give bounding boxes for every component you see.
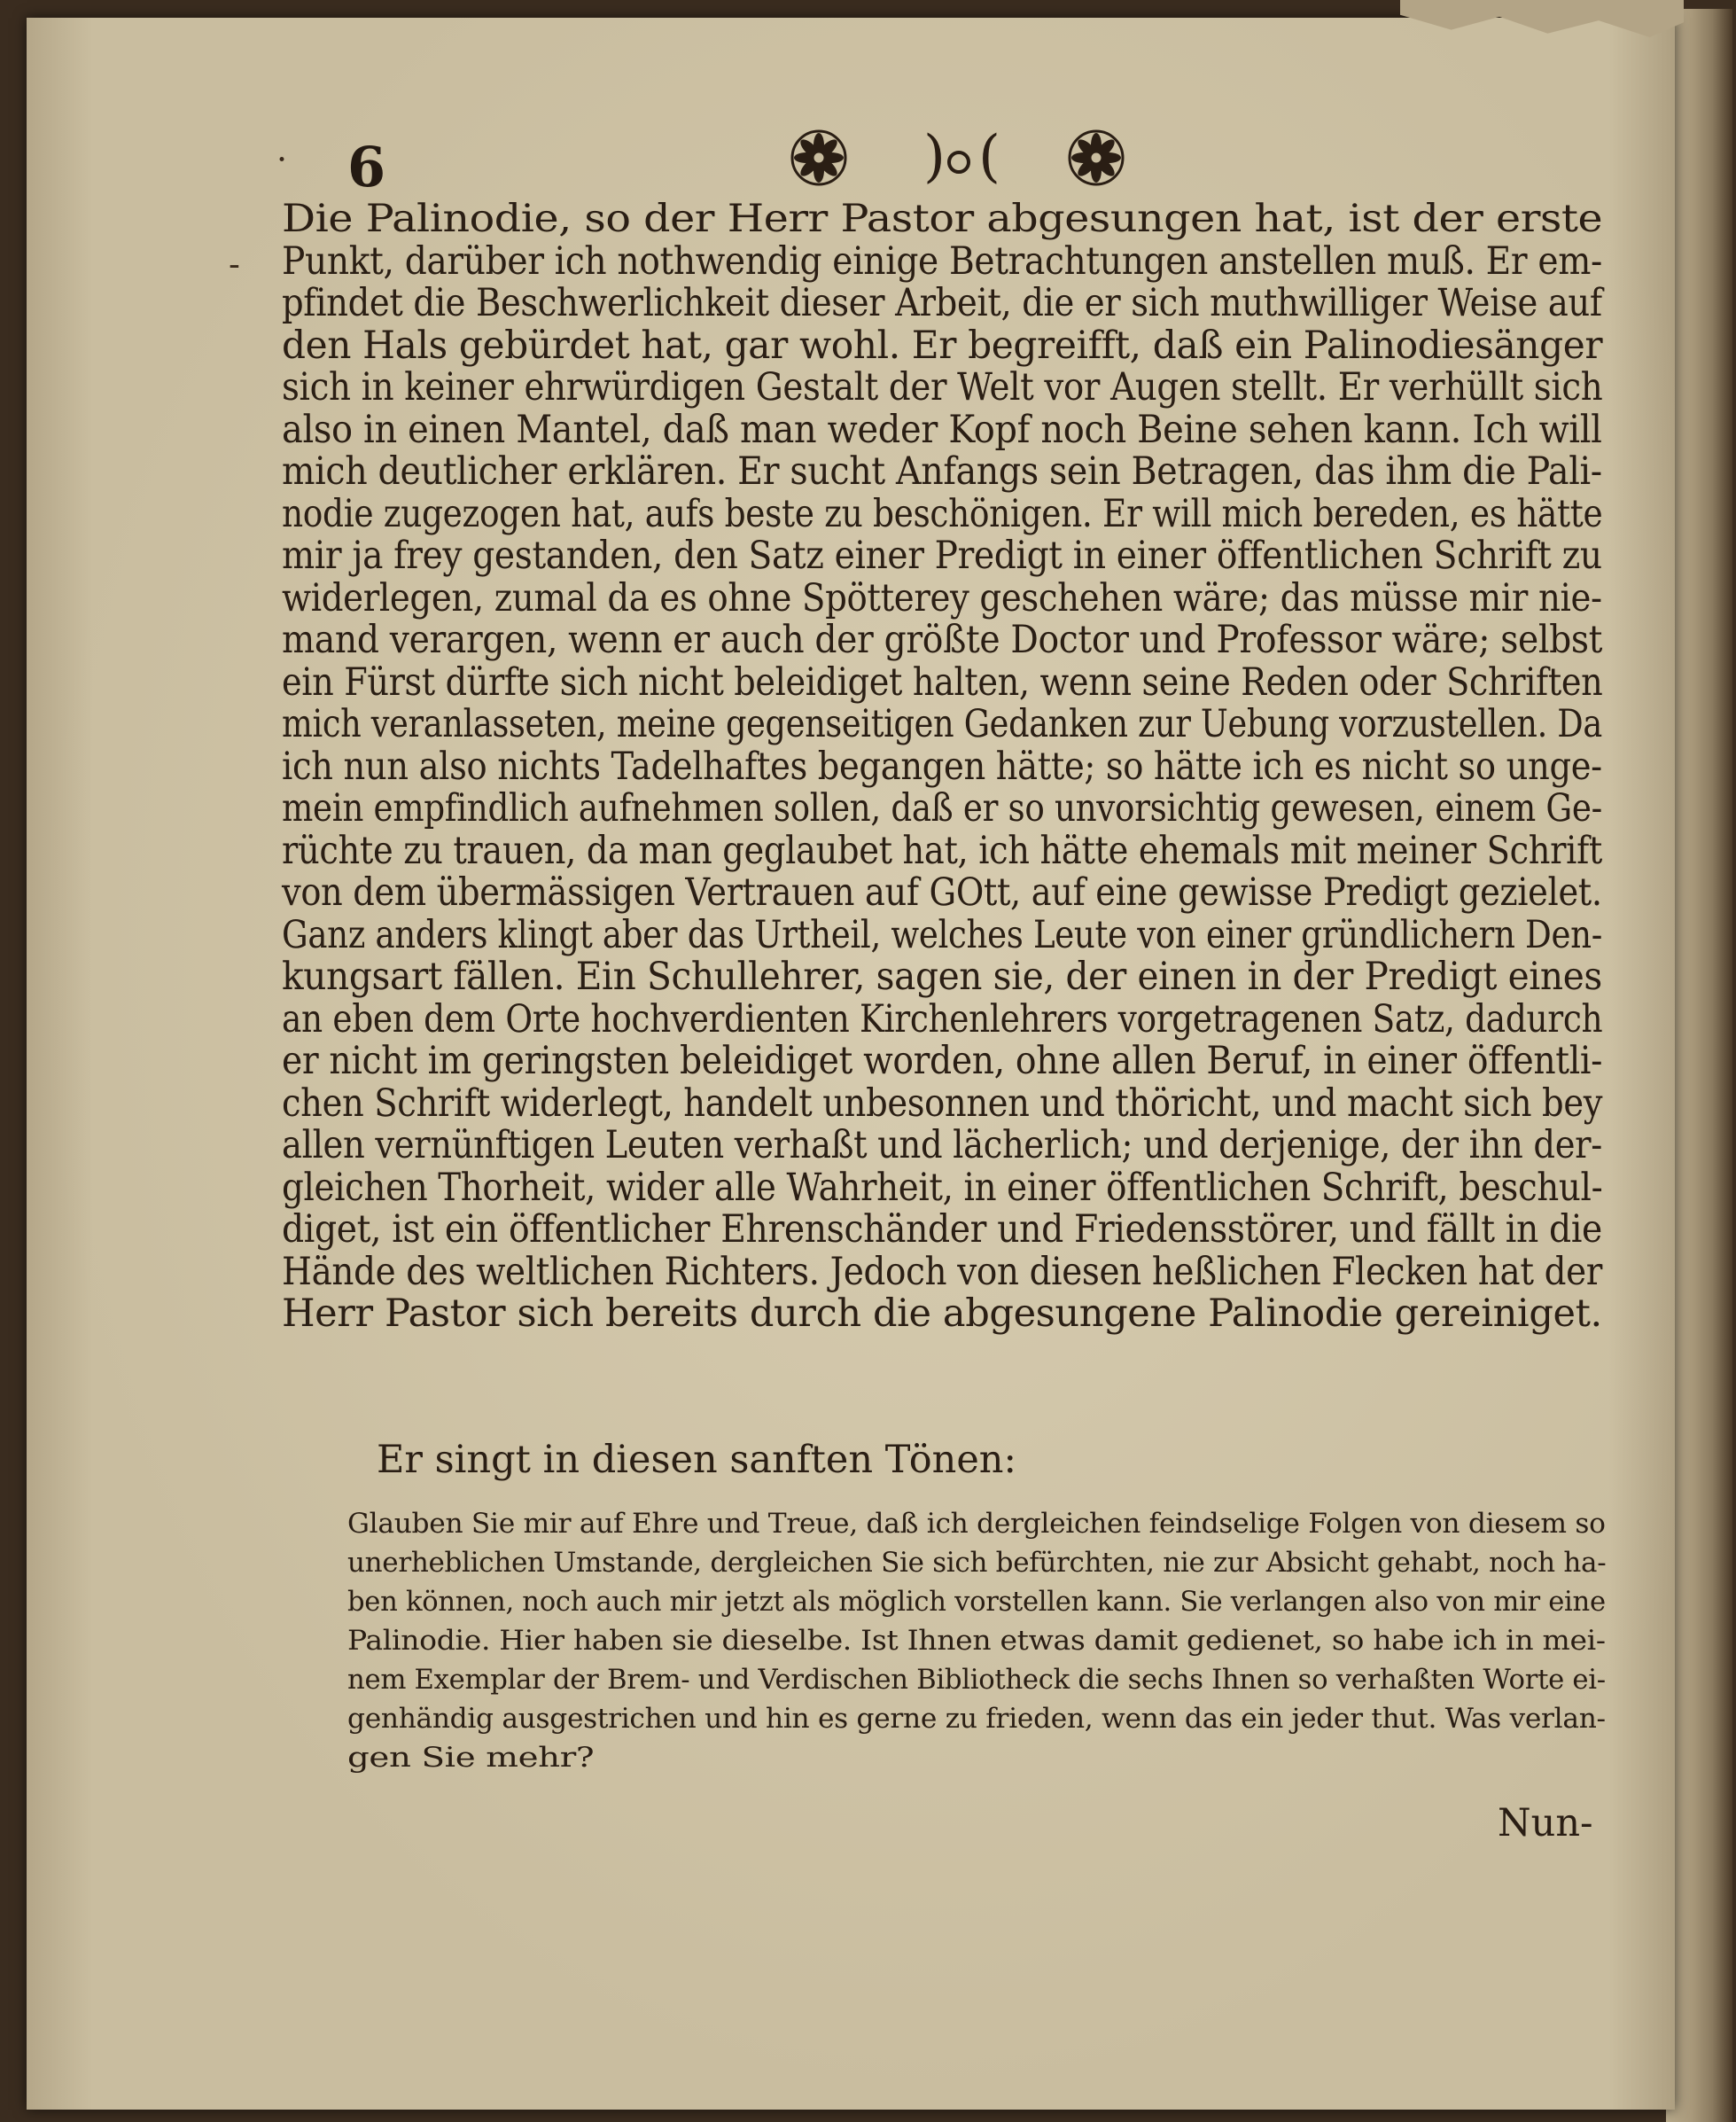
body-line: mich veranlasseten, meine gegenseitigen Gedanken zur Uebung vorzustellen. Da — [282, 702, 1602, 746]
body-line: Punkt, darüber ich nothwendig einige Betrachtungen anstellen muß. Er em- — [282, 238, 1602, 284]
body-paragraph — [282, 199, 1602, 1336]
ornament-bracket-left: ) — [923, 124, 946, 190]
rosette-icon-left — [792, 131, 845, 184]
page-number: 6 — [347, 135, 386, 199]
body-line: an eben dem Orte hochverdienten Kirchenlehrers vorgetragenen Satz, dadurch — [282, 996, 1603, 1041]
quote-line: genhändig ausgestrichen und hin es gerne zu frieden, wenn das ein jeder thut. Was verlan- — [347, 1703, 1606, 1735]
quote-intro: Er singt in diesen sanften Tönen: — [377, 1438, 1016, 1482]
rosette-icon-right — [1070, 131, 1123, 184]
quote-line: Palinodie. Hier haben sie dieselbe. Ist Ihnen etwas damit gedienet, so habe ich in mei- — [347, 1625, 1606, 1657]
ornament-circle — [949, 152, 969, 172]
page-edge — [1666, 9, 1732, 2122]
margin-dot: · — [276, 140, 288, 179]
body-line: pfindet die Beschwerlichkeit dieser Arbeit, die er sich muthwilliger Weise auf — [282, 281, 1602, 325]
body-line: von dem übermässigen Vertrauen auf GOtt, auf eine gewisse Predigt gezielet. — [282, 870, 1602, 915]
body-line: Die Palinodie, so der Herr Pastor abgesungen hat, ist der erste — [282, 197, 1603, 241]
ornament-bracket-right: ( — [978, 124, 1000, 190]
quote-line: Glauben Sie mir auf Ehre und Treue, daß ich dergleichen feindselige Folgen von diesem so — [347, 1508, 1606, 1540]
body-line: ich nun also nichts Tadelhaftes begangen hätte; so hätte ich es nicht so unge- — [282, 744, 1602, 789]
margin-dash: - — [229, 245, 240, 284]
header-ornament — [782, 122, 1136, 193]
body-line: widerlegen, zumal da es ohne Spötterey geschehen wäre; das müsse mir nie- — [282, 575, 1602, 620]
body-line: Ganz anders klingt aber das Urtheil, welches Leute von einer gründlichern Den- — [282, 912, 1602, 957]
catchword: Nun- — [1498, 1801, 1593, 1845]
quote-line: nem Exemplar der Brem- und Verdischen Bibliotheck die sechs Ihnen so verhaßten Worte ei- — [347, 1664, 1606, 1696]
body-line: gleichen Thorheit, wider alle Wahrheit, in einer öffentlichen Schrift, beschul- — [282, 1165, 1603, 1210]
body-line: diget, ist ein öffentlicher Ehrenschänder und Friedensstörer, und fällt in die — [282, 1207, 1602, 1252]
body-line: er nicht im geringsten beleidiget worden, ohne allen Beruf, in einer öffentli- — [282, 1039, 1603, 1083]
body-line: chen Schrift widerlegt, handelt unbesonnen und thöricht, und macht sich bey — [282, 1081, 1603, 1126]
body-line: sich in keiner ehrwürdigen Gestalt der Welt vor Augen stellt. Er verhüllt sich — [282, 365, 1603, 410]
quoted-passage — [347, 1504, 1606, 1777]
body-line: mir ja frey gestanden, den Satz einer Predigt in einer öffentlichen Schrift zu — [282, 534, 1602, 578]
quote-line: ben können, noch auch mir jetzt als möglich vorstellen kann. Sie verlangen also von mir eine — [347, 1586, 1606, 1618]
body-line: kungsart fällen. Ein Schullehrer, sagen sie, der einen in der Predigt eines — [282, 955, 1602, 999]
body-line: mein empfindlich aufnehmen sollen, daß er so unvorsichtig gewesen, einem Ge- — [282, 786, 1602, 831]
quote-line: gen Sie mehr? — [347, 1742, 595, 1774]
body-line: Hände des weltlichen Richters. Jedoch von diesen heßlichen Flecken hat der — [282, 1249, 1603, 1294]
body-line: also in einen Mantel, daß man weder Kopf noch Beine sehen kann. Ich will — [282, 407, 1602, 452]
body-line: Herr Pastor sich bereits durch die abgesungene Palinodie gereiniget. — [282, 1291, 1602, 1336]
body-line: rüchte zu trauen, da man geglaubet hat, ich hätte ehemals mit meiner Schrift — [282, 828, 1603, 873]
body-line: mich deutlicher erklären. Er sucht Anfangs sein Betragen, das ihm die Pali- — [282, 449, 1602, 494]
body-line: allen vernünftigen Leuten verhaßt und lächerlich; und derjenige, der ihn der- — [282, 1123, 1602, 1167]
body-line: ein Fürst dürfte sich nicht beleidiget halten, wenn seine Reden oder Schriften — [282, 659, 1603, 705]
body-line: mand verargen, wenn er auch der größte Doctor und Professor wäre; selbst — [282, 618, 1603, 662]
quote-line: unerheblichen Umstande, dergleichen Sie sich befürchten, nie zur Absicht gehabt, noch ha- — [347, 1547, 1607, 1579]
body-line: den Hals gebürdet hat, gar wohl. Er begreifft, daß ein Palinodiesänger — [282, 323, 1603, 368]
body-line: nodie zugezogen hat, aufs beste zu beschönigen. Er will mich bereden, es hätte — [282, 491, 1603, 536]
